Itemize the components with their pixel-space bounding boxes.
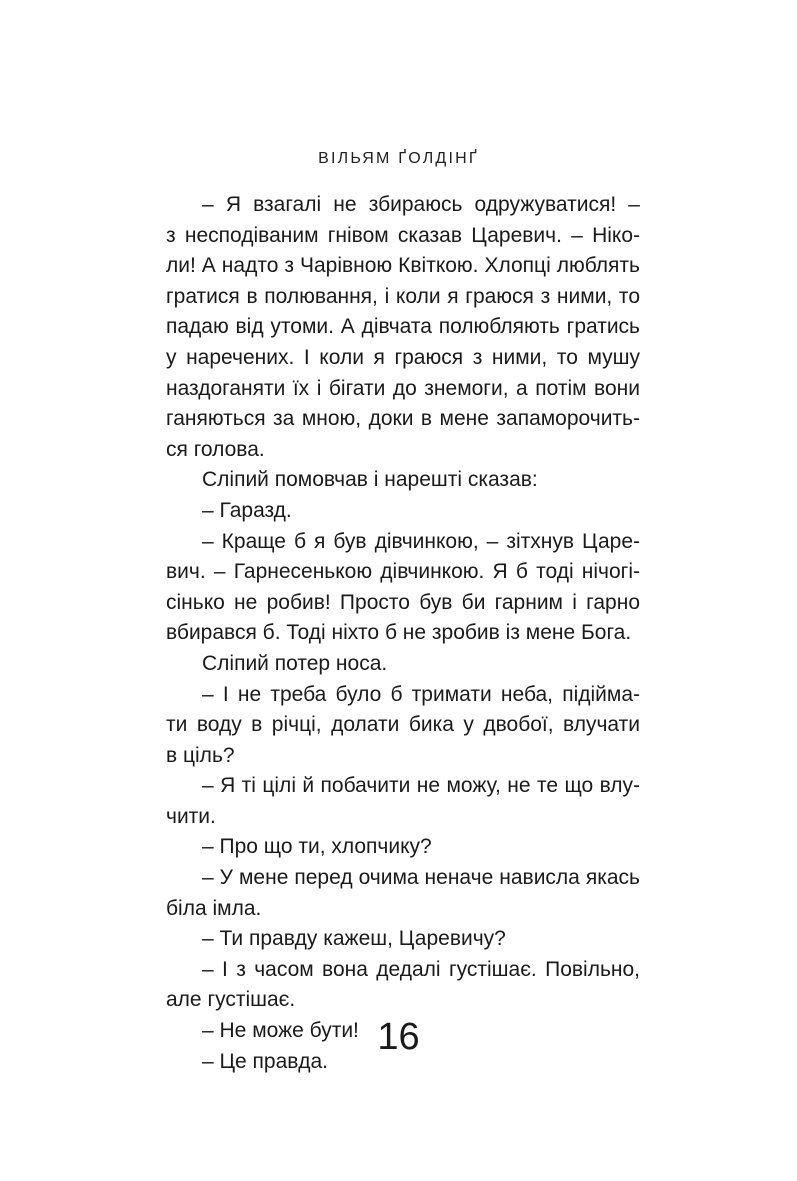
paragraph — [166, 924, 640, 955]
paragraph — [166, 496, 640, 527]
paragraph — [166, 955, 640, 1016]
paragraph — [166, 465, 640, 496]
text-line: Сліпий помовчав і нарешті сказав: — [202, 468, 538, 492]
paragraph — [166, 832, 640, 863]
text-line: – І з часом вона дедалі густішає. Повільно, — [202, 957, 640, 981]
text-line: – Я взагалі не збираюсь одружуватися! – — [202, 193, 640, 216]
text-line: вич. – Гарнесенькою дівчинкою. Я б тоді нічогі- — [166, 560, 640, 584]
paragraph — [166, 863, 640, 924]
page-number: 16 — [377, 1016, 420, 1058]
text-line: – У мене перед очима неначе нависла якась — [202, 866, 640, 890]
text-line: – Ти правду кажеш, Царевичу? — [202, 927, 506, 951]
text-line: – Краще б я був дівчинкою, – зітхнув Царе- — [202, 529, 640, 553]
paragraph — [166, 190, 640, 465]
text-line: – Я ті цілі й побачити не можу, не те що влу- — [202, 774, 640, 798]
paragraph — [166, 649, 640, 680]
text-line: – І не треба було б тримати неба, підійма- — [202, 682, 640, 706]
running-head: ВІЛЬЯМ ҐОЛДІНҐ — [318, 150, 479, 167]
text-line: ти воду в річці, долати бика у двобої, влучати — [166, 713, 640, 737]
paragraph — [166, 527, 640, 649]
text-line: наздоганяти їх і бігати до знемоги, а потім вони — [166, 376, 640, 400]
text-line: сінько не робив! Просто був би гарним і гарно — [166, 590, 640, 614]
text-line: у наречених. І коли я граюся з ними, то мушу — [166, 345, 640, 369]
body-text — [166, 190, 640, 1077]
text-line: чити. — [166, 804, 216, 828]
text-line: з несподіваним гнівом сказав Царевич. – Ніко- — [166, 223, 640, 247]
text-line: біла імла. — [166, 896, 262, 920]
text-line: гратися в полювання, і коли я граюся з ними, то — [166, 284, 640, 308]
text-line: ганяються за мною, доки в мене запаморочить- — [166, 407, 640, 431]
text-line: ся голова. — [166, 437, 265, 461]
text-line: Сліпий потер носа. — [202, 651, 388, 675]
text-line: ли! А надто з Чарівною Квіткою. Хлопці люблять — [166, 254, 640, 278]
paragraph — [166, 680, 640, 772]
text-line: падаю від утоми. А дівчата полюбляють гратись — [166, 315, 640, 339]
text-line: – Це правда. — [202, 1049, 328, 1073]
text-line: – Гаразд. — [202, 498, 292, 522]
text-line: – Про що ти, хлопчику? — [202, 835, 432, 859]
text-line: – Не може бути! — [202, 1019, 359, 1043]
text-line: вбирався б. Тоді ніхто б не зробив із мене Бога. — [166, 621, 632, 645]
text-line: в ціль? — [166, 743, 235, 767]
paragraph — [166, 771, 640, 832]
text-line: але густішає. — [166, 988, 296, 1012]
